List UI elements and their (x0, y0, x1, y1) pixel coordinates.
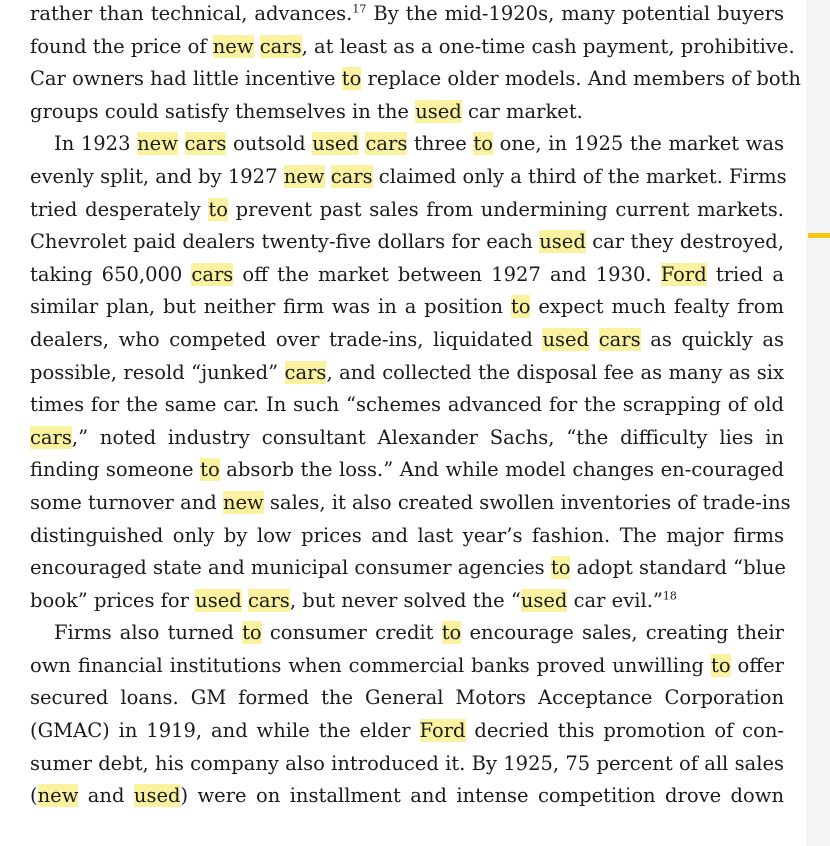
text-run: tried desperately (30, 197, 209, 221)
footnote-ref[interactable]: 17 (352, 2, 367, 16)
text-run (178, 132, 185, 155)
text-line (30, 128, 784, 161)
highlighted-word[interactable]: to (200, 458, 220, 482)
highlighted-word[interactable]: used (520, 588, 568, 612)
text-run: one, in 1925 the market was (492, 132, 785, 156)
highlighted-word[interactable]: Ford (660, 262, 707, 286)
highlighted-word[interactable]: new (222, 490, 264, 514)
text-run: finding someone (30, 458, 201, 482)
text-line (30, 422, 784, 455)
highlighted-word[interactable]: cars (259, 34, 302, 58)
text-run: sumer debt, his company also introduced it. By 1925, 75 percent of all sales (30, 751, 784, 775)
text-run: sales, it also created swollen inventories of trade-ins (263, 490, 791, 514)
text-line (30, 63, 801, 96)
highlighted-word[interactable]: to (710, 653, 731, 677)
text-line (30, 552, 784, 585)
highlighted-word[interactable]: used (195, 588, 242, 612)
text-line (30, 226, 784, 259)
text-run: encouraged state and municipal consumer agencies (30, 556, 551, 580)
highlighted-word[interactable]: cars (191, 262, 234, 286)
highlighted-word[interactable]: cars (330, 164, 373, 188)
text-line (30, 161, 787, 194)
text-run: replace older models. And members of both (361, 67, 801, 91)
highlighted-word[interactable]: used (542, 327, 590, 351)
text-line (30, 520, 784, 553)
text-run: some turnover and (30, 490, 223, 514)
text-run: secured loans. GM formed the General Motors Acceptance Corporation (30, 686, 784, 710)
text-line (30, 0, 784, 31)
text-line (30, 650, 784, 683)
text-run: times for the same car. In such “schemes advanced for the scrapping of old (30, 393, 784, 417)
text-line (30, 454, 784, 487)
text-line (30, 389, 784, 422)
text-run: possible, resold “junked” (30, 360, 285, 384)
text-run: decried this promotion of con- (465, 719, 784, 743)
highlighted-word[interactable]: Ford (419, 719, 466, 743)
text-line (30, 748, 784, 781)
text-run: and (78, 784, 134, 808)
highlighted-word[interactable]: used (415, 99, 462, 123)
text-run: ,” noted industry consultant Alexander Sachs, “the difficulty lies in (71, 425, 784, 449)
text-run: similar plan, but neither firm was in a position (30, 295, 511, 319)
text-run: found the price of (30, 34, 213, 58)
scroll-strip[interactable] (806, 0, 830, 846)
text-run: car evil.” (567, 588, 663, 612)
text-line (30, 291, 784, 324)
text-run: evenly split, and by 1927 (30, 164, 284, 188)
text-run: book” prices for (30, 588, 196, 612)
highlighted-word[interactable]: to (441, 621, 462, 645)
text-run: Firms also turned (54, 621, 243, 645)
highlighted-word[interactable]: cars (284, 360, 327, 384)
text-run: claimed only a third of the market. Firms (372, 164, 787, 188)
text-line (30, 780, 784, 813)
highlighted-word[interactable]: to (473, 132, 493, 156)
highlighted-word[interactable]: to (341, 67, 362, 91)
text-run: consumer credit (261, 621, 442, 645)
text-run: offer (730, 653, 784, 677)
text-line (30, 682, 784, 715)
text-run: By the mid-1920s, many potential buyers (366, 2, 784, 25)
text-run: as quickly as (640, 327, 785, 351)
text-line (30, 324, 784, 357)
highlighted-word[interactable]: used (312, 132, 359, 156)
highlighted-word[interactable]: new (37, 784, 79, 808)
text-run: dealers, who competed over trade-ins, liquidated (30, 327, 543, 351)
text-run (254, 35, 260, 58)
text-line (30, 715, 784, 748)
text-run: outsold (226, 132, 313, 156)
document-text (30, 0, 801, 813)
text-run: adopt standard “blue (570, 556, 786, 580)
text-line (30, 585, 784, 618)
text-run: , and collected the disposal fee as many as six (326, 360, 785, 384)
highlighted-word[interactable]: to (208, 197, 228, 221)
text-run: absorb the loss.” And while model changes en-couraged (219, 458, 784, 482)
highlighted-word[interactable]: new (283, 164, 325, 188)
text-run (589, 328, 599, 351)
text-run: (GMAC) in 1919, and while the elder (30, 719, 420, 743)
text-run: Car owners had little incentive (30, 67, 342, 91)
text-line (30, 194, 784, 227)
highlighted-word[interactable]: new (212, 34, 254, 58)
text-run: taking 650,000 (30, 262, 192, 286)
text-run: groups could satisfy themselves in the (30, 99, 416, 123)
text-run: own financial institutions when commercial banks proved unwilling (30, 653, 711, 677)
search-hit-marker[interactable] (808, 233, 830, 238)
text-line (30, 617, 784, 650)
text-line (30, 259, 784, 292)
text-run: off the market between 1927 and 1930. (233, 262, 661, 286)
text-run: Chevrolet paid dealers twenty-five dollars for each (30, 230, 540, 254)
text-run: , at least as a one-time cash payment, prohibitive. (301, 34, 795, 58)
highlighted-word[interactable]: used (539, 230, 586, 254)
text-run: rather than technical, advances. (30, 2, 353, 25)
text-run: encourage sales, creating their (461, 621, 784, 645)
text-run: ( (30, 784, 38, 808)
text-run: ) were on installment and intense competition drove down (180, 784, 784, 808)
text-run: car market. (461, 99, 583, 123)
text-run: tried a (706, 262, 784, 286)
text-run: three (407, 132, 474, 156)
text-run: In 1923 (54, 132, 138, 156)
text-run (325, 165, 331, 188)
highlighted-word[interactable]: cars (598, 327, 641, 351)
text-line (30, 31, 795, 64)
text-line (30, 487, 791, 520)
text-run: car they destroyed, (585, 230, 784, 254)
highlighted-word[interactable]: to (242, 621, 262, 645)
highlighted-word[interactable]: new (137, 132, 178, 156)
footnote-ref[interactable]: 18 (662, 589, 677, 603)
text-run: expect much fealty from (530, 295, 784, 319)
highlighted-word[interactable]: cars (365, 132, 408, 156)
text-line (30, 357, 784, 390)
text-run: distinguished only by low prices and last year’s fashion. The major firms (30, 523, 784, 547)
highlighted-word[interactable]: used (133, 784, 181, 808)
highlighted-word[interactable]: cars (184, 132, 227, 156)
text-run: prevent past sales from undermining current markets. (227, 197, 784, 221)
text-run: , but never solved the “ (289, 588, 521, 612)
highlighted-word[interactable]: cars (247, 588, 290, 612)
text-line (30, 96, 784, 129)
text-run (242, 589, 248, 612)
highlighted-word[interactable]: cars (30, 425, 72, 449)
highlighted-word[interactable]: to (510, 295, 531, 319)
highlighted-word[interactable]: to (550, 556, 571, 580)
